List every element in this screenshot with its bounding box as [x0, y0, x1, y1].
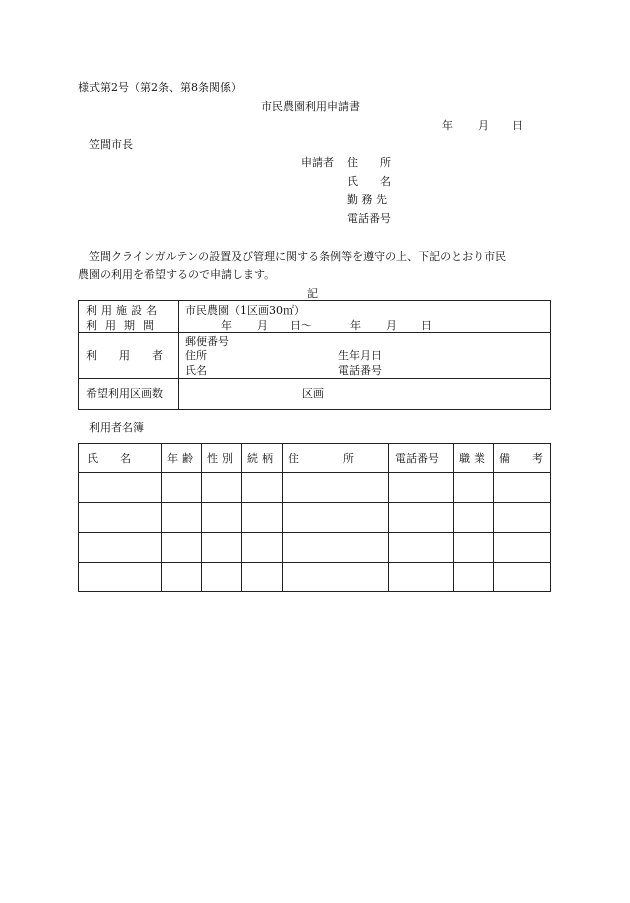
- column-header-remarks: 備 考: [499, 452, 543, 465]
- facility-value: 市民農園（1区画30㎡）: [185, 304, 305, 317]
- table-divider: [79, 332, 550, 333]
- period-end-month: 月: [386, 319, 397, 332]
- period-label: 利用期間: [86, 319, 162, 332]
- applicant-label: 申請者: [301, 156, 334, 169]
- plots-label: 希望利用区画数: [86, 387, 163, 400]
- period-end-year: 年: [350, 319, 361, 332]
- postal-code-label: 郵便番号: [185, 335, 229, 348]
- table-divider: [241, 444, 242, 591]
- form-title: 市民農園利用申請書: [261, 100, 360, 113]
- table-divider: [79, 378, 550, 379]
- applicant-name-label: 氏 名: [347, 175, 391, 188]
- roster-title: 利用者名簿: [89, 421, 144, 434]
- applicant-workplace-label: 勤 務 先: [347, 193, 387, 206]
- body-text-line2: 農園の利用を希望するので申請します。: [78, 268, 276, 281]
- period-start-day: 日～: [290, 319, 312, 332]
- column-header-gender: 性別: [207, 452, 237, 465]
- addressee: 笠間市長: [89, 138, 133, 151]
- applicant-phone-label: 電話番号: [347, 212, 391, 225]
- applicant-address-label: 住 所: [347, 156, 391, 169]
- table-divider: [282, 444, 283, 591]
- user-address-label: 住所: [185, 349, 207, 362]
- column-header-name: 氏 名: [87, 452, 131, 465]
- table-divider: [161, 444, 162, 591]
- application-table: [78, 300, 551, 410]
- column-header-age: 年齢: [167, 452, 197, 465]
- body-text-line1: 笠間クラインガルテンの設置及び管理に関する条例等を遵守の上、下記のとおり市民: [89, 250, 507, 263]
- table-divider: [79, 472, 550, 473]
- user-label: 利 用 者: [86, 349, 163, 362]
- table-divider: [453, 444, 454, 591]
- period-start-month: 月: [257, 319, 268, 332]
- dob-label: 生年月日: [338, 349, 382, 362]
- table-divider: [79, 562, 550, 563]
- table-divider: [493, 444, 494, 591]
- ki-label: 記: [307, 287, 318, 300]
- table-divider: [79, 502, 550, 503]
- column-header-phone: 電話番号: [395, 452, 439, 465]
- column-header-relation: 続柄: [247, 452, 277, 465]
- period-end-day: 日: [421, 319, 432, 332]
- user-name-label: 氏名: [185, 364, 207, 377]
- column-header-occupation: 職業: [459, 452, 489, 465]
- date-month: 月: [478, 119, 489, 132]
- column-header-address: 住 所: [288, 452, 354, 465]
- date-year: 年: [442, 119, 453, 132]
- facility-label: 利用施設名: [86, 304, 161, 317]
- plots-unit: 区画: [302, 387, 324, 400]
- roster-table: [78, 443, 551, 592]
- table-divider: [388, 444, 389, 591]
- table-divider: [178, 301, 179, 409]
- table-divider: [79, 532, 550, 533]
- period-start-year: 年: [221, 319, 232, 332]
- table-divider: [201, 444, 202, 591]
- date-day: 日: [512, 119, 523, 132]
- user-phone-label: 電話番号: [338, 364, 382, 377]
- form-number: 様式第2号（第2条、第8条関係）: [78, 81, 242, 94]
